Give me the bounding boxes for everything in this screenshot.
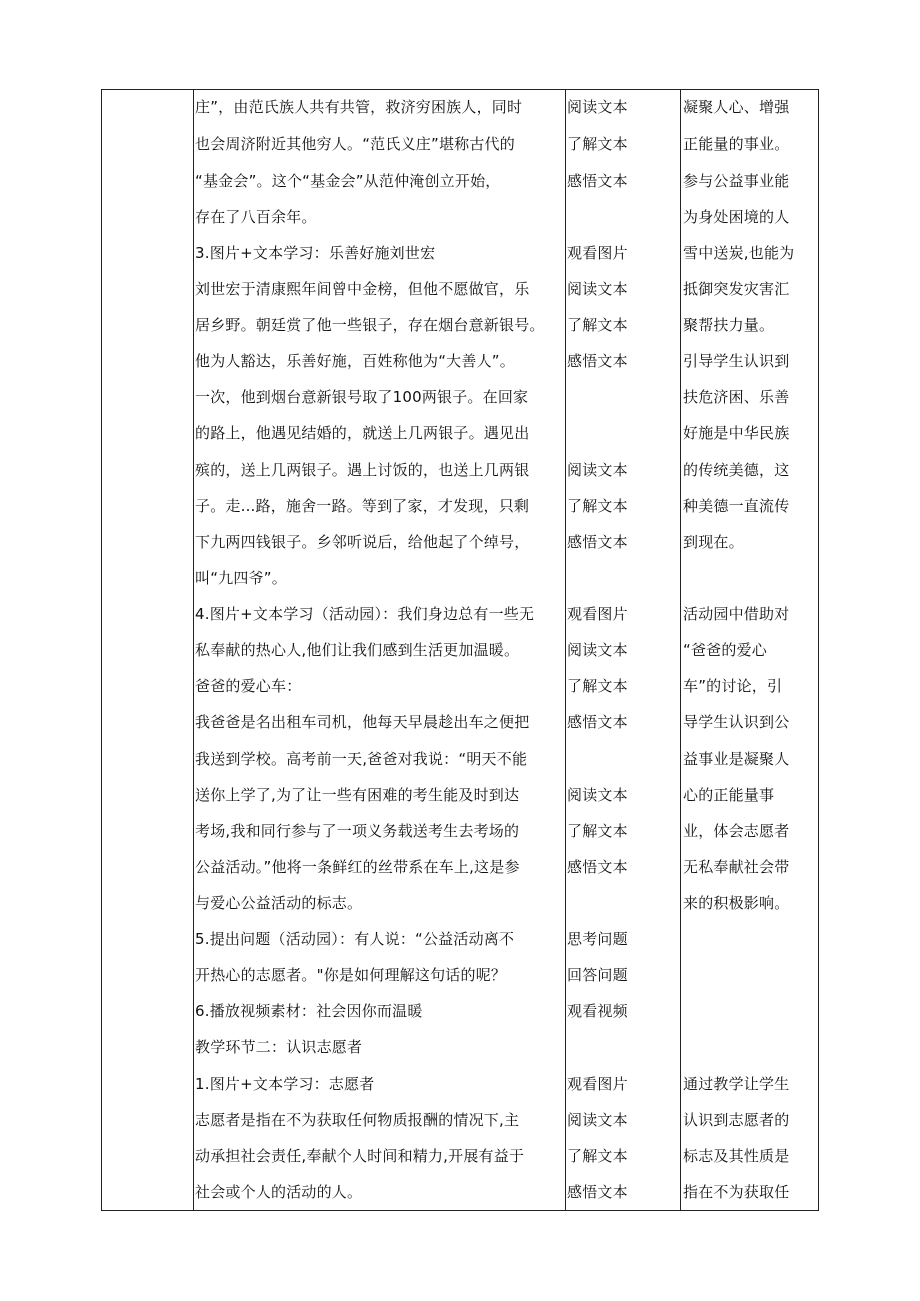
- intent-line: 扶危济困、乐善: [683, 388, 790, 406]
- activity-line: 观看图片: [567, 244, 628, 262]
- column-divider: [680, 89, 681, 1211]
- activity-line: 了解文本: [567, 677, 628, 695]
- content-line: 殡的，送上几两银子。遇上讨饭的，也送上几两银: [195, 461, 530, 479]
- activity-line: 感悟文本: [567, 352, 628, 370]
- content-line: 送你上学了,为了让一些有困难的考生能及时到达: [195, 786, 520, 804]
- content-line: 刘世宏于清康熙年间曾中金榜，但他不愿做官，乐: [195, 280, 530, 298]
- content-line: 3.图片+文本学习：乐善好施刘世宏: [195, 244, 436, 262]
- activity-line: 阅读文本: [567, 641, 628, 659]
- activity-line: 阅读文本: [567, 280, 628, 298]
- activity-line: 感悟文本: [567, 1183, 628, 1201]
- intent-line: 引导学生认识到: [683, 352, 790, 370]
- intent-line: 业，体会志愿者: [683, 822, 790, 840]
- content-line: 存在了八百余年。: [195, 208, 317, 226]
- activity-line: 了解文本: [567, 135, 628, 153]
- content-line: 私奉献的热心人,他们让我们感到生活更加温暖。: [195, 641, 520, 659]
- intent-line: 活动园中借助对: [683, 605, 790, 623]
- activity-line: 感悟文本: [567, 533, 628, 551]
- activity-line: 阅读文本: [567, 98, 628, 116]
- activity-line: 了解文本: [567, 1147, 628, 1165]
- intent-line: 为身处困境的人: [683, 208, 790, 226]
- content-line: 爸爸的爱心车：: [195, 677, 302, 695]
- intent-line: 指在不为获取任: [683, 1183, 790, 1201]
- content-line: 一次，他到烟台意新银号取了100两银子。在回家: [195, 388, 529, 406]
- activity-line: 感悟文本: [567, 172, 628, 190]
- content-line: 教学环节二：认识志愿者: [195, 1038, 363, 1056]
- content-line: 我爸爸是名出租车司机，他每天早晨趁出车之便把: [195, 713, 530, 731]
- intent-line: 聚帮扶力量。: [683, 316, 775, 334]
- intent-line: 到现在。: [683, 533, 744, 551]
- content-line: 子。走...路，施舍一路。等到了家，才发现，只剩: [195, 497, 530, 515]
- content-line: 6.播放视频素材：社会因你而温暖: [195, 1002, 423, 1020]
- content-line: 公益活动。”他将一条鲜红的丝带系在车上,这是参: [195, 858, 520, 876]
- activity-line: 观看图片: [567, 605, 628, 623]
- intent-line: 无私奉献社会带: [683, 858, 790, 876]
- content-line: 志愿者是指在不为获取任何物质报酬的情况下,主: [195, 1111, 520, 1129]
- content-line: “基金会”。这个“基金会”从范仲淹创立开始，: [195, 172, 501, 190]
- intent-line: 益事业是凝聚人: [683, 750, 790, 768]
- content-line: 考场,我和同行参与了一项义务载送考生去考场的: [195, 822, 520, 840]
- intent-line: 标志及其性质是: [683, 1147, 790, 1165]
- activity-line: 观看图片: [567, 1075, 628, 1093]
- activity-line: 阅读文本: [567, 461, 628, 479]
- content-line: 1.图片+文本学习：志愿者: [195, 1075, 375, 1093]
- intent-line: 正能量的事业。: [683, 135, 790, 153]
- content-line: 4.图片+文本学习（活动园）：我们身边总有一些无: [195, 605, 535, 623]
- intent-line: 参与公益事业能: [683, 172, 790, 190]
- activity-line: 回答问题: [567, 966, 628, 984]
- intent-line: 凝聚人心、增强: [683, 98, 790, 116]
- activity-line: 阅读文本: [567, 786, 628, 804]
- column-divider: [193, 89, 194, 1211]
- intent-line: 通过教学让学生: [683, 1075, 790, 1093]
- content-line: 开热心的志愿者。"你是如何理解这句话的呢？: [195, 966, 507, 984]
- activity-line: 阅读文本: [567, 1111, 628, 1129]
- content-line: 也会周济附近其他穷人。“范氏义庄”堪称古代的: [195, 135, 515, 153]
- intent-line: 车”的讨论，引: [683, 677, 783, 695]
- intent-line: 导学生认识到公: [683, 713, 790, 731]
- intent-line: 种美德一直流传: [683, 497, 790, 515]
- content-line: 社会或个人的活动的人。: [195, 1183, 363, 1201]
- intent-line: 好施是中华民族: [683, 424, 790, 442]
- content-line: 与爱心公益活动的标志。: [195, 894, 363, 912]
- content-line: 叫“九四爷”。: [195, 569, 287, 587]
- content-line: 5.提出问题（活动园）：有人说：“公益活动离不: [195, 930, 515, 948]
- content-line: 我送到学校。高考前一天,爸爸对我说：“明天不能: [195, 750, 528, 768]
- intent-line: 认识到志愿者的: [683, 1111, 790, 1129]
- content-line: 动承担社会责任,奉献个人时间和精力,开展有益于: [195, 1147, 525, 1165]
- content-line: 庄”，由范氏族人共有共管，救济穷困族人，同时: [195, 98, 523, 116]
- activity-line: 了解文本: [567, 497, 628, 515]
- content-line: 他为人豁达，乐善好施，百姓称他为“大善人”。: [195, 352, 515, 370]
- activity-line: 感悟文本: [567, 858, 628, 876]
- intent-line: 心的正能量事: [683, 786, 775, 804]
- content-line: 的路上，他遇见结婚的，就送上几两银子。遇见出: [195, 424, 530, 442]
- intent-line: 雪中送炭,也能为: [683, 244, 795, 262]
- activity-line: 感悟文本: [567, 713, 628, 731]
- intent-line: 的传统美德，这: [683, 461, 790, 479]
- intent-line: 抵御突发灾害汇: [683, 280, 790, 298]
- activity-line: 观看视频: [567, 1002, 628, 1020]
- content-line: 下九两四钱银子。乡邻听说后，给他起了个绰号，: [195, 533, 530, 551]
- activity-line: 了解文本: [567, 316, 628, 334]
- intent-line: “爸爸的爱心: [683, 641, 767, 659]
- column-divider: [565, 89, 566, 1211]
- content-line: 居乡野。朝廷赏了他一些银子，存在烟台意新银号。: [195, 316, 545, 334]
- activity-line: 了解文本: [567, 822, 628, 840]
- activity-line: 思考问题: [567, 930, 628, 948]
- intent-line: 来的积极影响。: [683, 894, 790, 912]
